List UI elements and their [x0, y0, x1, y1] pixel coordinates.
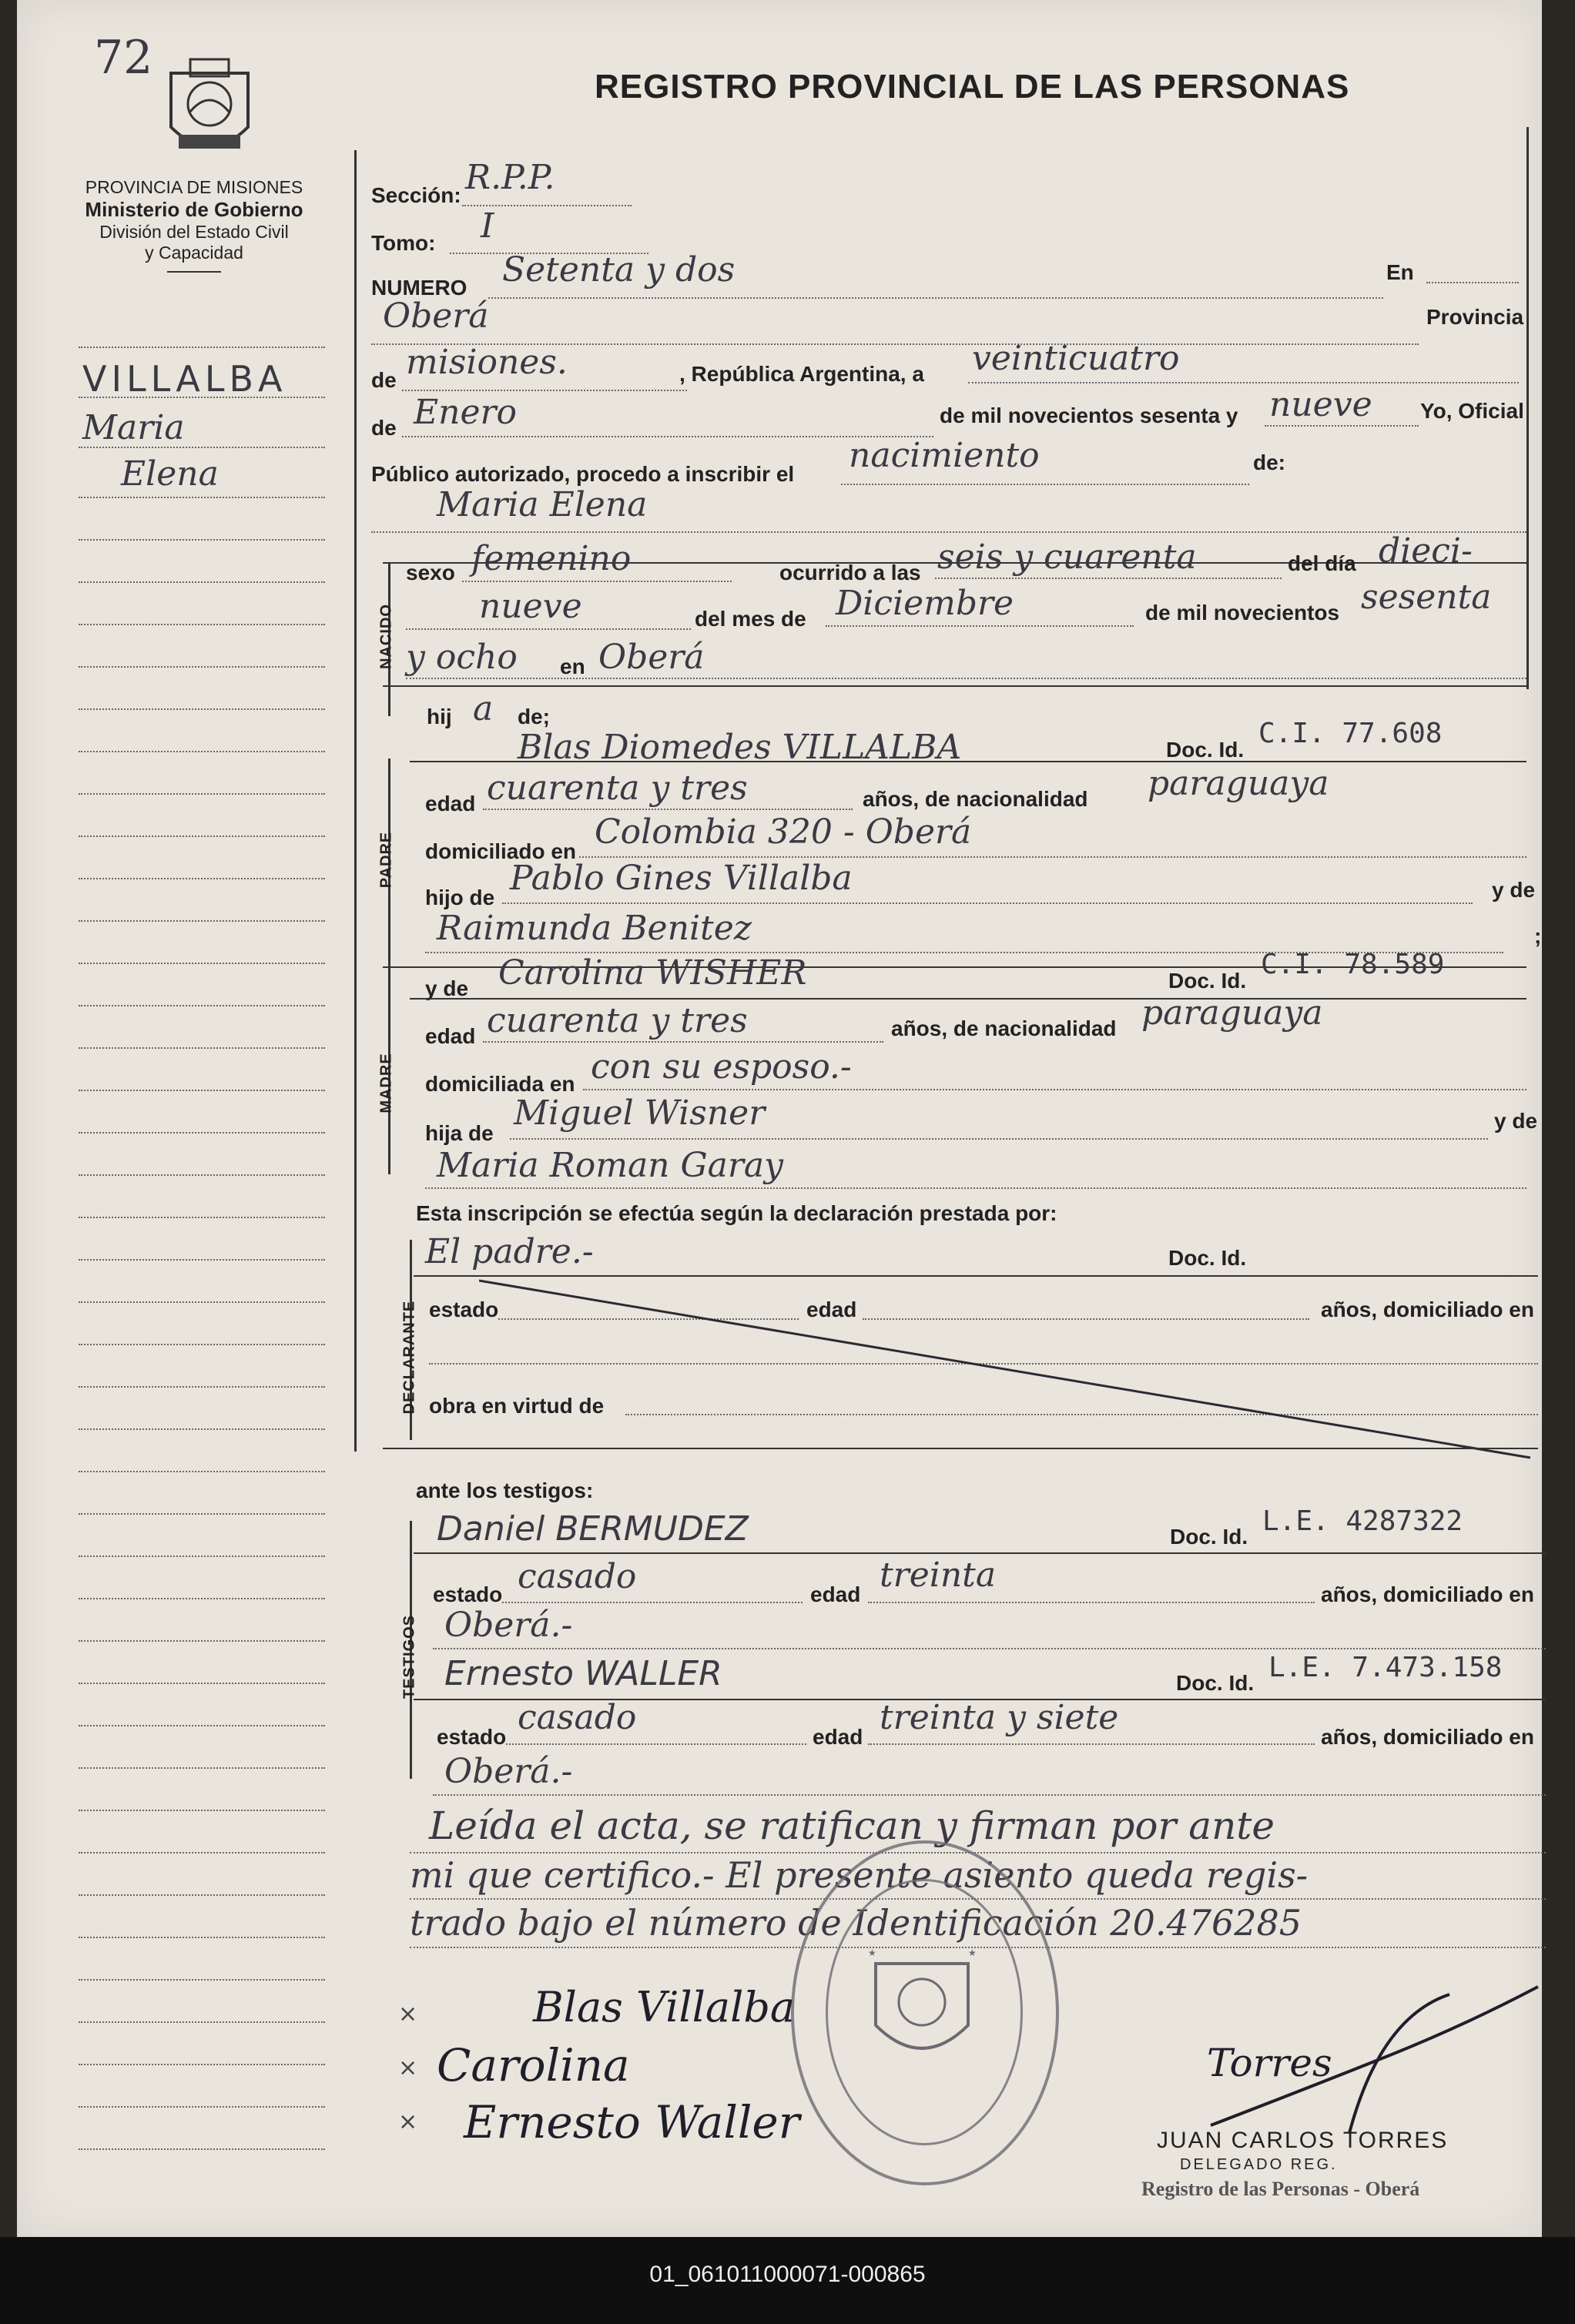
sidebar-division: División del Estado Civil: [99, 222, 289, 242]
padre-hijo-value: Pablo Gines Villalba: [510, 859, 853, 898]
ocurrido-label: ocurrido a las: [779, 561, 921, 584]
lugar-value: Oberá: [383, 296, 489, 336]
testigo2-doc-label: Doc. Id.: [1176, 1671, 1255, 1695]
madre-section-label: MADRE: [377, 1053, 395, 1113]
page-number: 72: [94, 31, 153, 85]
testigo2-anos-label: años, domiciliado en: [1321, 1725, 1534, 1749]
provincial-crest-icon: [163, 58, 256, 166]
en-label: En: [1386, 260, 1414, 284]
padre-section-label: PADRE: [377, 831, 395, 889]
dia-nacimiento-a: dieci-: [1379, 531, 1473, 571]
lugar-nacimiento: Oberá: [598, 638, 705, 677]
numero-label: NUMERO: [371, 276, 467, 300]
padre-nombre: Blas Diomedes VILLALBA: [518, 728, 962, 767]
frame-right-line: [1526, 127, 1529, 689]
declarante-anos-label: años, domiciliado en: [1321, 1298, 1534, 1321]
declarante-section-label: DECLARANTE: [400, 1300, 418, 1415]
closing-line-1: Leída el acta, se ratifican y firman por ante: [429, 1803, 1275, 1848]
official-office: Registro de las Personas - Oberá: [1141, 2178, 1420, 2200]
declarante-doc-label: Doc. Id.: [1168, 1246, 1247, 1270]
madre-yde-label: y de: [425, 976, 469, 1000]
official-role: DELEGADO REG.: [1180, 2156, 1338, 2173]
acto-value: nacimiento: [849, 436, 1040, 475]
testigo1-domicilio: Oberá.-: [444, 1606, 573, 1645]
padre-madre-nombre: Raimunda Benitez: [437, 909, 752, 948]
testigo2-edad-label: edad: [813, 1725, 863, 1749]
testigo2-doc-value: L.E. 7.473.158: [1268, 1652, 1503, 1683]
testigo1-edad-value: treinta: [880, 1555, 997, 1595]
de-label-2: de: [371, 416, 397, 440]
yo-oficial-text: Yo, Oficial: [1420, 399, 1524, 423]
anio-nacimiento-b: y ocho: [406, 638, 518, 677]
closing-line-3: trado bajo el número de Identificación 20.476285: [410, 1902, 1302, 1944]
testigo1-nombre: Daniel BERMUDEZ: [437, 1509, 749, 1549]
madre-edad-label: edad: [425, 1024, 476, 1048]
sexo-value: femenino: [471, 539, 632, 578]
testigo2-edad-value: treinta y siete: [880, 1698, 1119, 1737]
declarante-estado-label: estado: [429, 1298, 499, 1321]
nacido-section-label: NACIDO: [377, 604, 395, 669]
padre-edad-label: edad: [425, 792, 476, 815]
signature-witness: Ernesto Waller: [464, 2096, 800, 2148]
dia-nacimiento-b: nueve: [479, 587, 582, 626]
testigos-intro: ante los testigos:: [416, 1478, 594, 1502]
sidebar-first-name: Maria: [82, 408, 185, 447]
hij-value: a: [473, 689, 494, 728]
hora-value: seis y cuarenta: [937, 537, 1197, 577]
anio-value: nueve: [1269, 385, 1372, 424]
tomo-label: Tomo:: [371, 231, 436, 255]
padre-nac-value: paraguaya: [1148, 764, 1329, 803]
seal-crest-icon: [853, 1941, 991, 2079]
footer-id: 01_061011000071-000865: [649, 2262, 926, 2287]
signature-x-3: ×: [398, 2108, 418, 2135]
mil-novecientos-text: de mil novecientos sesenta y: [940, 404, 1238, 427]
declarante-edad-label: edad: [806, 1298, 857, 1321]
seccion-value: R.P.P.: [465, 158, 555, 197]
declarante-strike-line: [479, 1274, 1534, 1463]
madre-nac-label: años, de nacionalidad: [891, 1016, 1117, 1040]
declarante-nombre: El padre.-: [425, 1232, 594, 1271]
mes-label: del mes de: [695, 607, 806, 631]
signature-father: Blas Villalba: [533, 1983, 796, 2031]
padre-doc-label: Doc. Id.: [1166, 738, 1245, 762]
madre-nombre: Carolina WISHER: [498, 953, 807, 993]
testigo1-estado-value: casado: [518, 1557, 637, 1596]
signature-mother: Carolina: [437, 2039, 630, 2091]
svg-text:★: ★: [868, 1947, 876, 1958]
sidebar-middle-name: Elena: [121, 454, 219, 494]
anio-nacimiento-a: sesenta: [1361, 578, 1492, 617]
tomo-value: I: [481, 206, 494, 246]
padre-yde-label: y de: [1492, 878, 1536, 902]
testigo2-nombre: Ernesto WALLER: [444, 1654, 722, 1693]
signature-x-1: ×: [398, 2001, 418, 2028]
numero-value: Setenta y dos: [502, 250, 736, 290]
de-label-1: de: [371, 368, 397, 392]
sidebar-header: [63, 177, 325, 273]
dia-value: veinticuatro: [972, 339, 1180, 378]
padre-hijo-label: hijo de: [425, 886, 495, 909]
sidebar-province: PROVINCIA DE MISIONES: [85, 177, 303, 197]
hij-label: hij: [427, 705, 452, 728]
official-name: JUAN CARLOS TORRES: [1157, 2128, 1449, 2153]
sidebar-capacity: y Capacidad: [145, 243, 243, 263]
padre-edad-value: cuarenta y tres: [487, 769, 748, 808]
del-dia-label: del día: [1288, 551, 1356, 575]
sexo-label: sexo: [406, 561, 455, 584]
provincia-label: Provincia: [1426, 305, 1524, 329]
madre-edad-value: cuarenta y tres: [487, 1001, 748, 1040]
de-label-3: de:: [1253, 450, 1285, 474]
padre-dom-label: domiciliado en: [425, 839, 577, 863]
declarante-obra-label: obra en virtud de: [429, 1394, 605, 1418]
padre-semicolon: ;: [1534, 924, 1542, 948]
mes-value: Enero: [414, 393, 518, 432]
madre-nac-value: paraguaya: [1141, 993, 1323, 1033]
madre-dom-value: con su esposo.-: [591, 1047, 852, 1087]
document-title: REGISTRO PROVINCIAL DE LAS PERSONAS: [595, 68, 1350, 105]
testigo1-estado-label: estado: [433, 1582, 503, 1606]
official-signature: Torres: [1207, 2041, 1332, 2085]
publico-text: Público autorizado, procedo a inscribir el: [371, 462, 795, 486]
testigo1-doc-value: L.E. 4287322: [1262, 1505, 1463, 1537]
frame-left-line: [354, 150, 357, 1452]
provincia-value: misiones.: [406, 343, 568, 382]
madre-madre-nombre: Maria Roman Garay: [437, 1146, 784, 1185]
madre-hija-label: hija de: [425, 1121, 494, 1145]
padre-doc-value: C.I. 77.608: [1258, 718, 1443, 749]
testigo2-estado-label: estado: [437, 1725, 507, 1749]
testigo1-doc-label: Doc. Id.: [1170, 1525, 1248, 1549]
de-label-hij: de;: [518, 705, 550, 728]
declarante-intro: Esta inscripción se efectúa según la declaración prestada por:: [416, 1201, 1057, 1225]
mes-nacimiento: Diciembre: [836, 584, 1014, 623]
testigos-section-label: TESTIGOS: [400, 1614, 418, 1699]
madre-doc-value: C.I. 78.589: [1261, 949, 1445, 980]
document-page: [17, 0, 1542, 2237]
sidebar-surname: VILLALBA: [82, 358, 287, 400]
republica-text: , República Argentina, a: [679, 362, 924, 386]
seccion-label: Sección:: [371, 183, 461, 207]
padre-nac-label: años, de nacionalidad: [863, 787, 1088, 811]
sidebar-ministry: Ministerio de Gobierno: [85, 198, 303, 221]
testigo2-domicilio: Oberá.-: [444, 1752, 573, 1791]
madre-doc-label: Doc. Id.: [1168, 969, 1247, 993]
mil-label: de mil novecientos: [1145, 601, 1340, 625]
padre-dom-value: Colombia 320 - Oberá: [595, 812, 972, 852]
madre-hija-value: Miguel Wisner: [514, 1093, 766, 1133]
testigo2-estado-value: casado: [518, 1698, 637, 1737]
testigo1-anos-label: años, domiciliado en: [1321, 1582, 1534, 1606]
testigo1-edad-label: edad: [810, 1582, 861, 1606]
madre-dom-label: domiciliada en: [425, 1072, 575, 1096]
closing-line-2: mi que certifico.- El presente asiento queda regis-: [410, 1854, 1309, 1896]
madre-yde2-label: y de: [1494, 1109, 1538, 1133]
signature-x-2: ×: [398, 2054, 418, 2081]
en-label-nacido: en: [560, 655, 585, 678]
nombre-inscripto: Maria Elena: [437, 485, 648, 524]
svg-text:★: ★: [968, 1947, 977, 1958]
